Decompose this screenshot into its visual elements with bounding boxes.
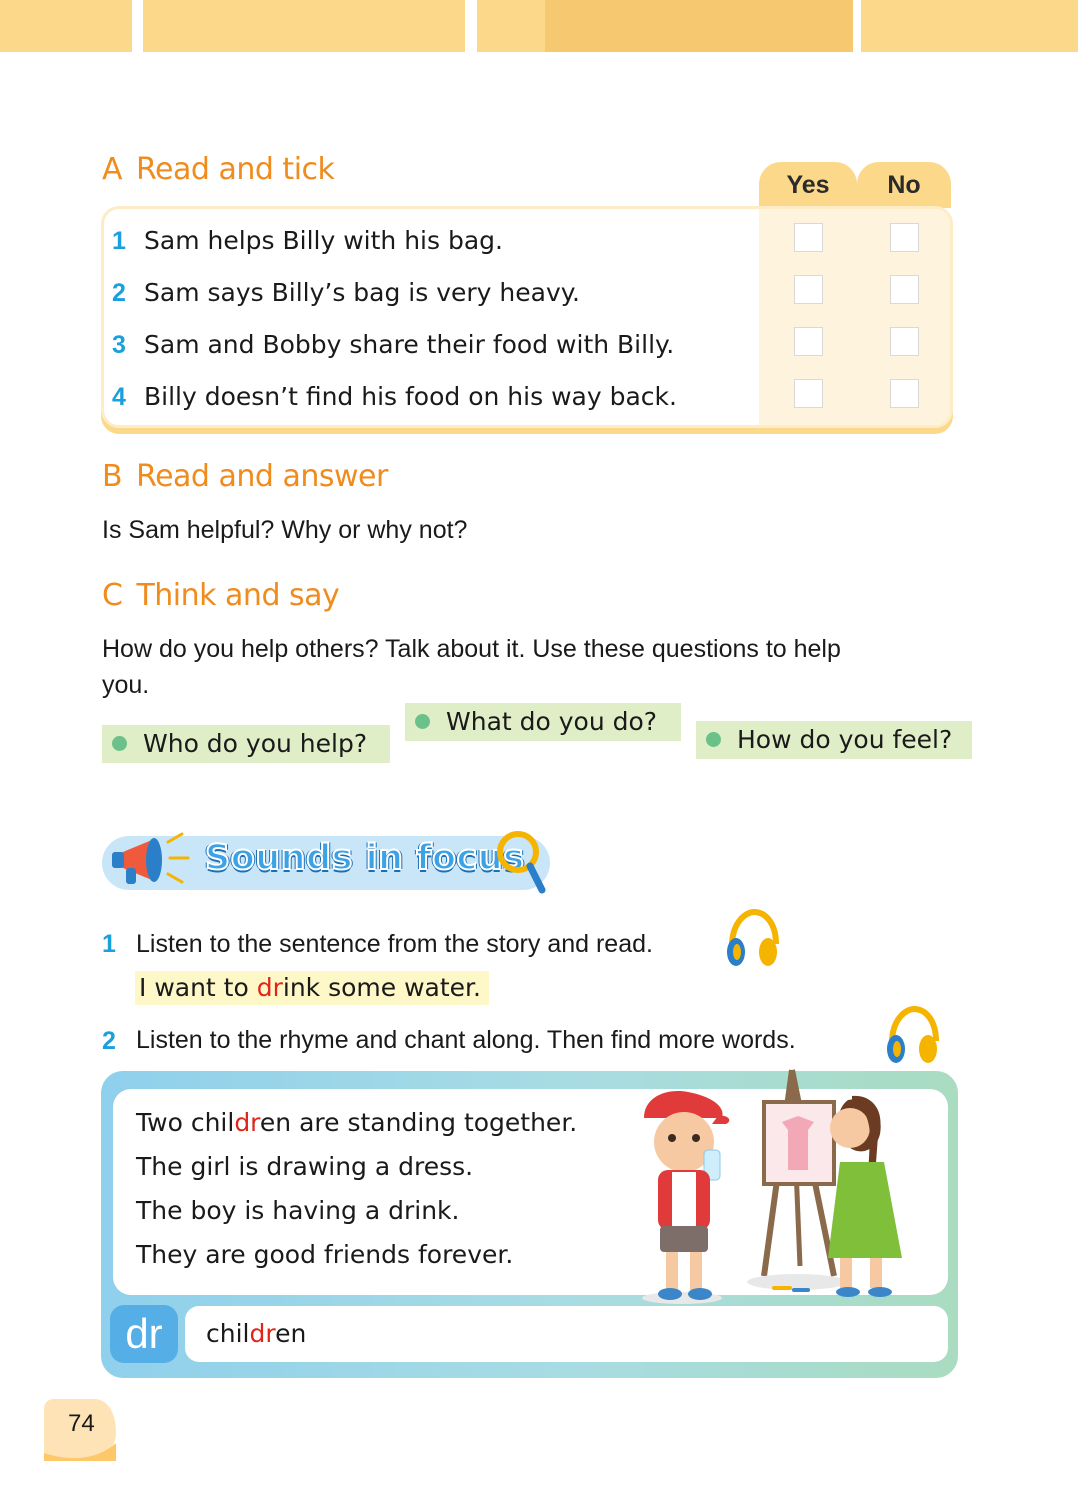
top-tab bbox=[143, 0, 465, 52]
item-text: Billy doesn’t find his food on his way back. bbox=[144, 382, 677, 411]
top-tab bbox=[861, 0, 1078, 52]
rhyme-part: Two chil bbox=[136, 1108, 235, 1137]
item-number: 1 bbox=[112, 227, 126, 255]
item-text: Sam helps Billy with his bag. bbox=[144, 226, 503, 255]
megaphone-icon bbox=[112, 830, 198, 892]
task-number: 1 bbox=[102, 930, 116, 958]
prompt-bubble bbox=[102, 725, 390, 763]
headphones-icon[interactable] bbox=[884, 1005, 940, 1067]
word-list-field[interactable] bbox=[185, 1306, 948, 1362]
section-c-heading bbox=[102, 578, 339, 613]
sound-badge: dr bbox=[110, 1305, 178, 1363]
item-number: 2 bbox=[112, 279, 126, 307]
sentence-part: ink some water. bbox=[282, 973, 481, 1002]
focus-sound: dr bbox=[234, 1108, 260, 1137]
highlighted-sentence bbox=[135, 971, 489, 1005]
item-number: 4 bbox=[112, 383, 126, 411]
page-number: 74 bbox=[68, 1410, 95, 1437]
tick-table bbox=[101, 206, 953, 428]
prompt-bubble bbox=[405, 703, 681, 741]
no-column-header: No bbox=[857, 162, 951, 208]
section-b-heading bbox=[102, 459, 388, 494]
no-checkbox-1[interactable] bbox=[890, 223, 919, 252]
sounds-banner-title: Sounds in focus bbox=[205, 838, 525, 878]
rhyme-line: They are good friends forever. bbox=[136, 1240, 514, 1269]
yes-checkbox-3[interactable] bbox=[794, 327, 823, 356]
prompt-text: Who do you help? bbox=[143, 729, 368, 758]
yes-checkbox-2[interactable] bbox=[794, 275, 823, 304]
section-a-heading bbox=[102, 152, 334, 187]
answer-column bbox=[759, 209, 953, 428]
section-letter: C bbox=[102, 578, 123, 613]
bullet-icon bbox=[112, 736, 127, 751]
example-part: chil bbox=[206, 1319, 250, 1348]
section-letter: A bbox=[102, 152, 123, 187]
task-number: 2 bbox=[102, 1027, 116, 1055]
item-number: 3 bbox=[112, 331, 126, 359]
top-tab-active bbox=[545, 0, 853, 52]
rhyme-line: The girl is drawing a dress. bbox=[136, 1152, 474, 1181]
bullet-icon bbox=[706, 732, 721, 747]
prompt-bubble bbox=[696, 721, 972, 759]
yes-checkbox-1[interactable] bbox=[794, 223, 823, 252]
top-tab bbox=[0, 0, 132, 52]
rhyme-line bbox=[136, 1106, 577, 1140]
task-1-instruction: Listen to the sentence from the story and read. bbox=[136, 930, 653, 958]
rhyme-part: en are standing together. bbox=[259, 1108, 578, 1137]
no-checkbox-4[interactable] bbox=[890, 379, 919, 408]
focus-sound: dr bbox=[249, 1319, 276, 1348]
section-title: Read and answer bbox=[136, 459, 388, 494]
top-tab bbox=[477, 0, 545, 52]
prompt-text: How do you feel? bbox=[737, 725, 953, 754]
section-title: Read and tick bbox=[136, 152, 335, 187]
section-c-instruction bbox=[102, 631, 841, 703]
instruction-line: How do you help others? Talk about it. Use these questions to help bbox=[102, 635, 841, 663]
magnifier-icon bbox=[494, 828, 550, 896]
no-checkbox-3[interactable] bbox=[890, 327, 919, 356]
focus-sound: dr bbox=[256, 973, 283, 1002]
task-2-instruction: Listen to the rhyme and chant along. Then find more words. bbox=[136, 1026, 796, 1054]
prompt-text: What do you do? bbox=[446, 707, 658, 736]
section-title: Think and say bbox=[136, 578, 340, 613]
item-text: Sam says Billy’s bag is very heavy. bbox=[144, 278, 580, 307]
bullet-icon bbox=[415, 714, 430, 729]
no-checkbox-2[interactable] bbox=[890, 275, 919, 304]
yes-checkbox-4[interactable] bbox=[794, 379, 823, 408]
example-part: en bbox=[275, 1319, 307, 1348]
rhyme-line: The boy is having a drink. bbox=[136, 1196, 460, 1225]
instruction-line: you. bbox=[102, 671, 150, 699]
item-text: Sam and Bobby share their food with Billy. bbox=[144, 330, 675, 359]
section-letter: B bbox=[102, 459, 123, 494]
section-b-question: Is Sam helpful? Why or why not? bbox=[102, 516, 468, 544]
yes-column-header: Yes bbox=[759, 162, 857, 208]
children-illustration bbox=[622, 1066, 922, 1306]
sentence-part: I want to bbox=[139, 973, 257, 1002]
headphones-icon[interactable] bbox=[724, 908, 780, 970]
